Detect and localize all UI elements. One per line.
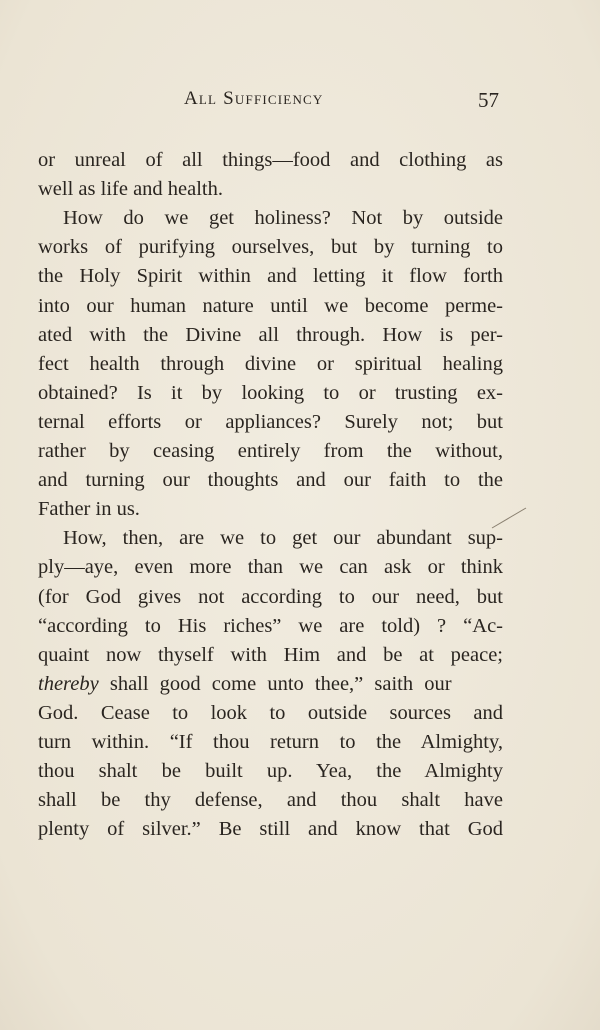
text-line: (for God gives not according to our need, but (38, 585, 503, 608)
text-line: and turning our thoughts and our faith to the (38, 469, 503, 492)
pencil-mark (490, 505, 530, 530)
text-line: into our human nature until we become perme- (38, 294, 503, 317)
text-line: the Holy Spirit within and letting it flow forth (38, 265, 503, 288)
text-line: God. Cease to look to outside sources and (38, 701, 503, 724)
text-line: “according to His riches” we are told) ? “Ac- (38, 614, 503, 637)
text-line: Father in us. (38, 498, 140, 521)
text-line: shall be thy defense, and thou shalt have (38, 789, 503, 812)
text-line: plenty of silver.” Be still and know that God (38, 818, 503, 841)
text-line: turn within. “If thou return to the Almighty, (38, 731, 503, 753)
text-line: ternal efforts or appliances? Surely not; but (38, 410, 503, 433)
text-line: works of purifying ourselves, but by turning to (38, 236, 503, 259)
text-line: rather by ceasing entirely from the without, (38, 440, 503, 462)
page-number: 57 (478, 88, 499, 112)
text-line: quaint now thyself with Him and be at peace; (38, 643, 503, 666)
text-line: How, then, are we to get our abundant sup- (63, 527, 503, 550)
text-line: or unreal of all things—food and clothing as (38, 149, 503, 171)
line-text: shall good come unto thee,” saith our (98, 672, 452, 695)
text-line: ated with the Divine all through. How is per- (38, 323, 503, 346)
text-line: ply—aye, even more than we can ask or think (38, 556, 503, 579)
running-title: All Sufficiency (184, 88, 324, 109)
text-line: How do we get holiness? Not by outside (63, 207, 503, 230)
text-line: fect health through divine or spiritual healing (38, 352, 503, 375)
text-line: well as life and health. (38, 178, 224, 201)
text-line (38, 671, 503, 697)
text-line: obtained? Is it by looking to or trusting ex- (38, 381, 503, 404)
italic-word: thereby (38, 672, 99, 695)
text-line: thou shalt be built up. Yea, the Almighty (38, 760, 503, 783)
